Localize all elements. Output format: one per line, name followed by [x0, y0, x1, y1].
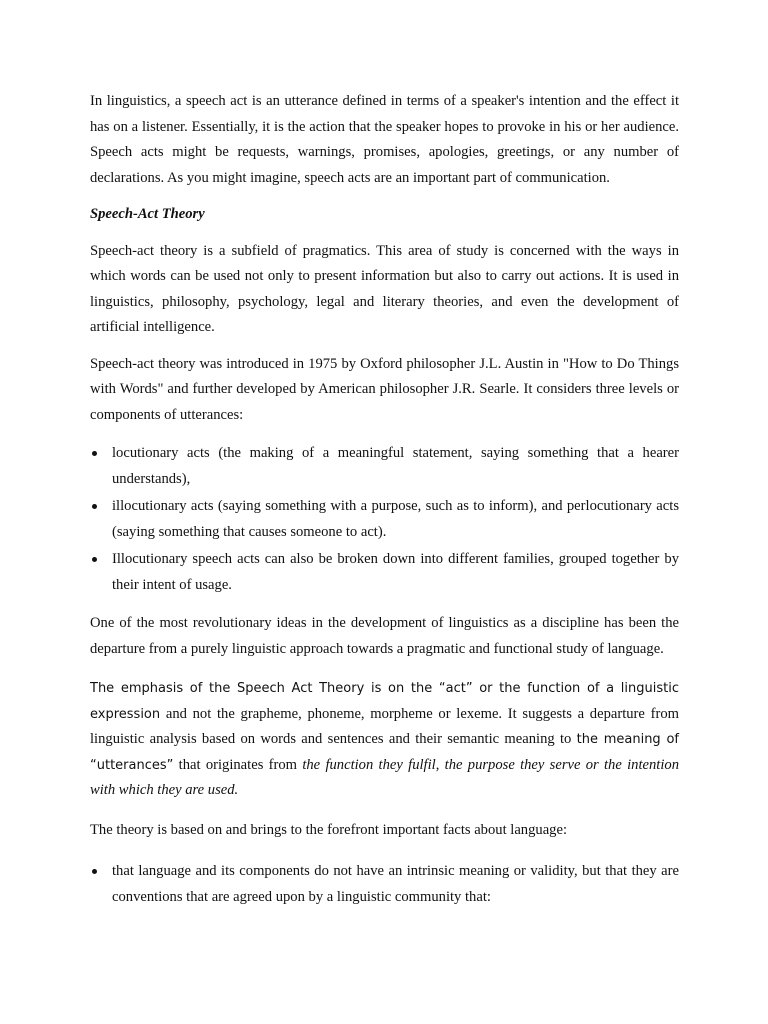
- list-item: Illocutionary speech acts can also be broken down into different families, grouped together by their intent of usage.: [90, 547, 679, 598]
- emphasis-text: that originates from: [173, 756, 303, 773]
- comma: ,: [435, 756, 445, 773]
- utterances-phrase: the meaning of “utterances”: [90, 732, 679, 773]
- intro-paragraph: In linguistics, a speech act is an utterance defined in terms of a speaker's intention and the effect it has on a listener. Essentially, it is the action that the speaker hopes to provoke in his or her audience. Speech acts might be requests, warnings, promises, apologies, greetings, or any number of declarations. As you might imagine, speech acts are an important part of communication.: [90, 93, 679, 186]
- list-item: illocutionary acts (saying something with a purpose, such as to inform), and perlocutionary acts (saying something that causes someone to act).: [90, 494, 679, 545]
- emphasis-lead: The emphasis of the Speech Act Theory is on the “act” or the function of a linguistic expression: [90, 681, 679, 722]
- revolution-paragraph: One of the most revolutionary ideas in the development of linguistics as a discipline has been the departure from a purely linguistic approach towards a pragmatic and functional study of language.: [90, 615, 679, 657]
- history-paragraph: Speech-act theory was introduced in 1975 by Oxford philosopher J.L. Austin in "How to Do Things with Words" and further developed by American philosopher J.R. Searle. It considers three levels or components of utterances:: [90, 355, 679, 423]
- facts-paragraph: The theory is based on and brings to the forefront important facts about language:: [90, 821, 567, 838]
- italic-phrase: the function they fulfil: [302, 756, 436, 773]
- section-heading: Speech-Act Theory: [90, 206, 205, 222]
- theory-paragraph: Speech-act theory is a subfield of pragmatics. This area of study is concerned with the ways in which words can be used not only to present information but also to carry out actions. It is used in linguistics, philosophy, psychology, legal and literary theories, and even the development of artificial intelligence.: [90, 242, 679, 335]
- italic-phrase: the purpose they serve or the intention with which they are used.: [90, 756, 680, 798]
- list-item: locutionary acts (the making of a meaningful statement, saying something that a hearer understands),: [90, 441, 679, 492]
- emphasis-paragraph: [90, 676, 679, 804]
- emphasis-text: and not the grapheme, phoneme, morpheme or lexeme. It suggests a departure from linguistic analysis based on words and sentences and their semantic meaning to: [90, 705, 679, 747]
- list-item: that language and its components do not have an intrinsic meaning or validity, but that they are conventions that are agreed upon by a linguistic community that:: [90, 859, 679, 910]
- utterance-levels-list: [90, 441, 679, 598]
- facts-list: [90, 859, 679, 910]
